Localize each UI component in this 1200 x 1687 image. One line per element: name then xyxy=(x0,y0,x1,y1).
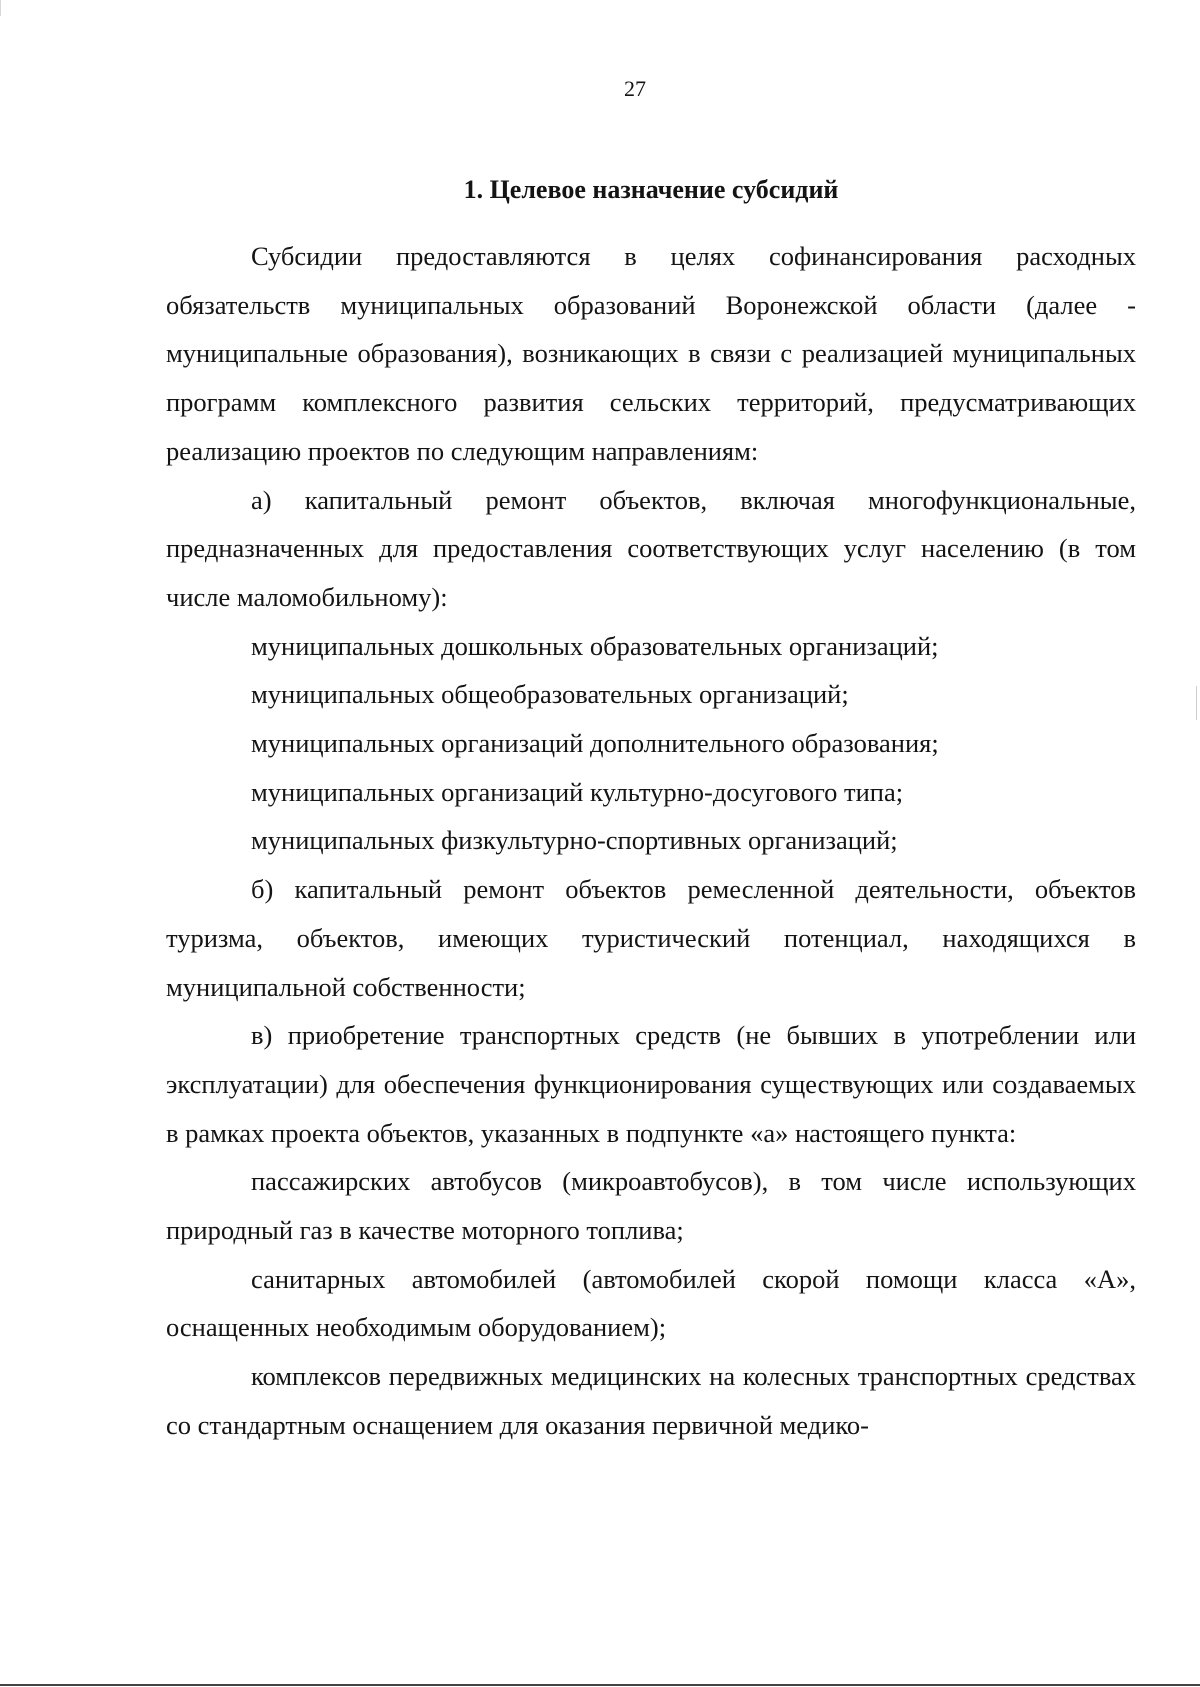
list-item-buses: пассажирских автобусов (микроавтобусов), в том числе использующих природный газ в качестве моторного топлива; xyxy=(166,1166,1136,1246)
list-item-additional-education: муниципальных организаций дополнительного образования; xyxy=(251,728,939,759)
list-item-ambulances: санитарных автомобилей (автомобилей скорой помощи класса «А», оснащенных необходимым оборудованием); xyxy=(166,1263,1136,1343)
list-item-mobile-medical: комплексов передвижных медицинских на колесных транспортных средствах со стандартным оснащением для оказания первичной медико- xyxy=(166,1361,1136,1440)
list-item-preschool: муниципальных дошкольных образовательных организаций; xyxy=(251,630,939,661)
scan-artifact-mark xyxy=(1196,686,1197,720)
page-bottom-edge xyxy=(0,1684,1200,1686)
paragraph-item-a: а) капитальный ремонт объектов, включая многофункциональные, предназначенных для предоставления соответствующих услуг населению (в том числе маломобильному): xyxy=(166,484,1136,612)
scan-edge-mark xyxy=(0,0,1,16)
list-item-general-education: муниципальных общеобразовательных организаций; xyxy=(251,679,849,710)
section-text xyxy=(166,232,1136,1450)
page-number: 27 xyxy=(624,76,646,101)
paragraph-item-b: б) капитальный ремонт объектов ремесленной деятельности, объектов туризма, объектов, имеющих туристический потенциал, находящихся в муниципальной собственности; xyxy=(166,874,1136,1002)
paragraph-item-v: в) приобретение транспортных средств (не бывших в употреблении или эксплуатации) для обеспечения функционирования существующих или создаваемых в рамках проекта объектов, указанных в подпункте «а» настоящего пункта: xyxy=(166,1020,1136,1148)
paragraph-intro: Субсидии предоставляются в целях софинансирования расходных обязательств муниципальных образований Воронежской области (далее - муниципальные образования), возникающих в связи с реализацией муниципальных программ комплексного развития сельских территорий, предусматривающих реализацию проектов по следующим направлениям: xyxy=(166,241,1136,466)
list-item-sports: муниципальных физкультурно-спортивных организаций; xyxy=(251,825,898,856)
list-item-cultural: муниципальных организаций культурно-досугового типа; xyxy=(251,776,904,807)
section-heading: 1. Целевое назначение субсидий xyxy=(463,175,839,204)
